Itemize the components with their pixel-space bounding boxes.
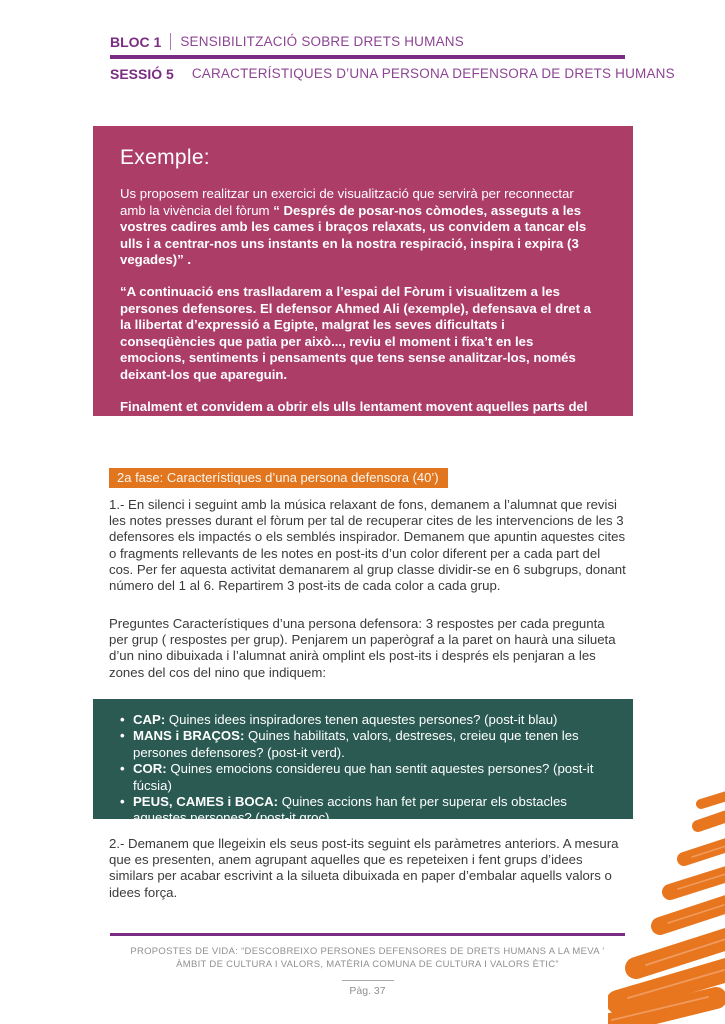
body-parts-list bbox=[120, 712, 609, 827]
instruction-paragraph-2: Preguntes Característiques d’una persona defensora: 3 respostes per cada pregunta per grup ( respostes per grup). Penjarem un paperògraf a la paret on haurà una silueta d’un nino dibuixada i l’alumnat anirà omplint els post-its i després els penjaran a les zones del cos del nino que indiquem: bbox=[109, 616, 616, 680]
instruction-paragraph-3: 2.- Demanem que llegeixin els seus post-its seguint els paràmetres anteriors. A mesura que es presenten, anem agrupant aquelles que es repeteixen i fent grups d’idees similars per acabar escrivint a la silueta dibuixada en paper d’embalar aquells valors o idees força. bbox=[109, 836, 619, 900]
example-box bbox=[93, 126, 633, 431]
instruction-paragraph-1: 1.- En silenci i seguint amb la música relaxant de fons, demanem a l’alumnat que revisi les notes presses durant el fòrum per tal de recuperar cites de les intervencions de les 3 defensores els impactés o els semblés inspirador. Demanem que apuntin aquestes cites o fragments rellevants de les notes en post-its d’un color diferent per a cada part del cos. Per fer aquesta activitat demanarem al grup classe dividir-se en 6 subgrups, donant número del 1 al 6. Repartirem 3 post-its de cada color a cada grup. bbox=[109, 497, 626, 594]
header-bloc-row bbox=[110, 33, 625, 50]
list-item-cap-text: Quines idees inspiradores tenen aquestes persones? (post-it blau) bbox=[165, 712, 558, 727]
list-item-cap bbox=[120, 712, 609, 728]
footer-citation-line2: ÀMBIT DE CULTURA I VALORS, MATÈRIA COMUNA DE CULTURA I VALORS ÈTIC” bbox=[176, 959, 559, 970]
list-item-cor-label: COR: bbox=[133, 761, 167, 777]
list-item-cor-text: Quines emocions considereu que han sentit aquestes persones? (post-it fúcsia) bbox=[133, 761, 594, 793]
list-item-cor bbox=[120, 761, 609, 794]
footer-citation-line1: PROPOSTES DE VIDA: “DESCOBREIXO PERSONES DEFENSORES DE DRETS HUMANS A LA MEVA ’ bbox=[130, 946, 605, 957]
sessio-title: CARACTERÍSTIQUES D’UNA PERSONA DEFENSORA DE DRETS HUMANS bbox=[191, 66, 675, 81]
phase-heading: 2a fase: Característiques d’una persona defensora (40’) bbox=[109, 468, 448, 488]
list-item-peus-cames-boca-label: PEUS, CAMES i BOCA: bbox=[133, 794, 279, 810]
orange-brush-strokes-decoration bbox=[608, 786, 725, 1024]
document-header bbox=[110, 33, 675, 82]
bloc-title: SENSIBILITZACIÓ SOBRE DRETS HUMANS bbox=[180, 34, 464, 49]
list-item-mans-bracos-label: MANS i BRAÇOS: bbox=[133, 728, 245, 744]
page-footer bbox=[110, 933, 625, 997]
body-parts-questions-box bbox=[93, 699, 633, 826]
header-rule bbox=[110, 55, 625, 59]
header-separator-bar bbox=[170, 33, 171, 50]
example-paragraph-3: Finalment et convidem a obrir els ulls lentament movent aquelles parts del cos on ho necessitis i a fer una darrera respiració acabant la meditació.” bbox=[120, 398, 588, 431]
list-item-peus-cames-boca bbox=[120, 794, 609, 827]
example-paragraph-2: “A continuació ens traslladarem a l’espai del Fòrum i visualitzem a les persones defensores. El defensor Ahmed Ali (exemple), defensava el dret a la llibertat d’expressió a Egipte, malgrat les seves dificultats i conseqüències que patia per això..., reviu el moment i fixa’t en les emocions, sentiments i pensaments que tens sense analitzar-los, només deixant-los que apareguin. bbox=[120, 283, 592, 382]
example-paragraph-1-intro: Us proposem realitzar un exercici de visualització que servirà per reconnectar amb la vivència del fòrum bbox=[120, 186, 574, 218]
page-number-rule bbox=[342, 980, 394, 981]
list-item-peus-cames-boca-text: Quines accions han fet per superar els obstacles aquestes persones? (post-it groc) bbox=[133, 794, 567, 826]
header-sessio-row bbox=[110, 65, 675, 82]
example-paragraph-1-quote: “ Després de posar-nos còmodes, asseguts a les vostres cadires amb les cames i braços relaxats, us convidem a tancar els ulls i a centrar-nos uns instants en la nostra respiració, inspira i expira (3 vegades)” . bbox=[120, 202, 587, 268]
list-item-mans-bracos-text: Quines habilitats, valors, destreses, creieu que tenen les persones defensores? (post-it verd). bbox=[133, 728, 579, 760]
footer-rule bbox=[110, 933, 625, 936]
sessio-label: SESSIÓ 5 bbox=[110, 65, 174, 82]
page-number: Pàg. 37 bbox=[349, 985, 386, 997]
example-title: Exemple: bbox=[120, 146, 210, 169]
list-item-mans-bracos bbox=[120, 728, 609, 761]
bloc-label: BLOC 1 bbox=[110, 33, 162, 50]
list-item-cap-label: CAP: bbox=[133, 712, 166, 727]
example-paragraph-1 bbox=[120, 186, 601, 269]
